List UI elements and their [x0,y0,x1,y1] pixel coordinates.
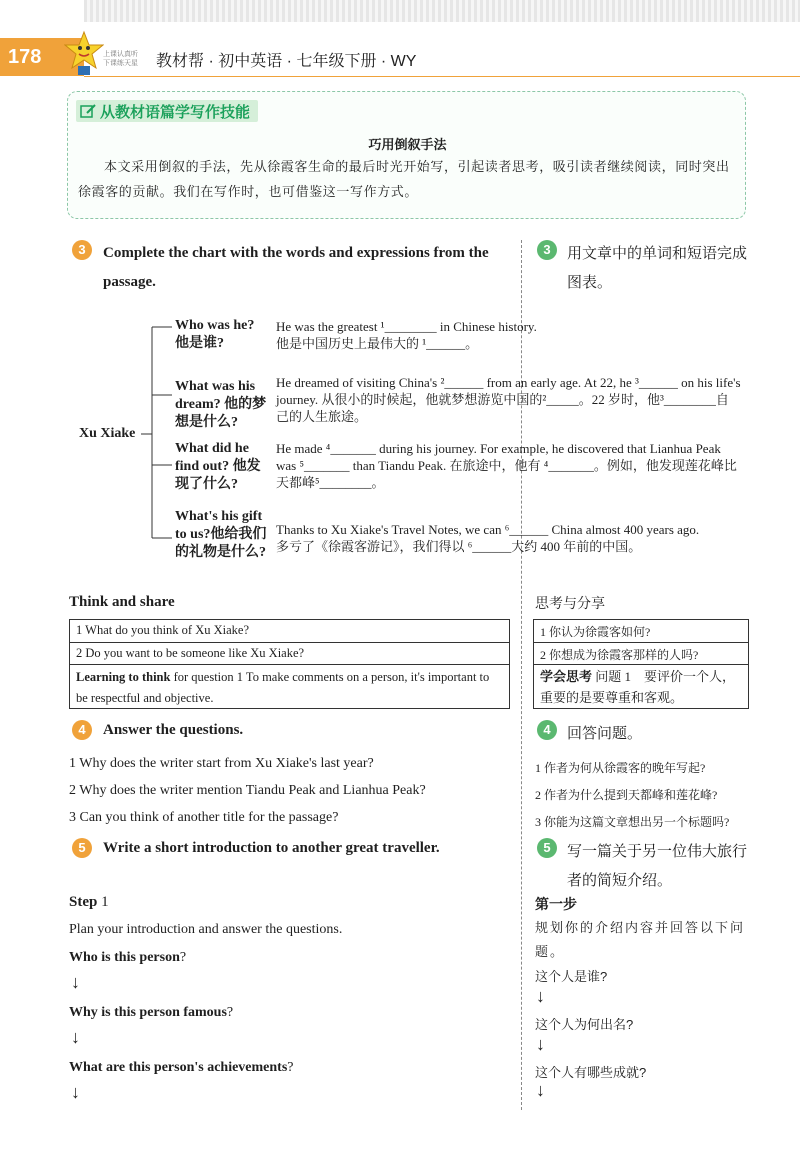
prompt-who-cn: 这个人是谁? [535,969,608,984]
exercise-3-instruction-cn: 用文章中的单词和短语完成图表。 [567,245,748,291]
book-title: 教材帮 · 初中英语 · 七年级下册 · WY [156,53,417,70]
arrow-down-icon: ↓ [71,972,80,992]
chart-question-4: What's his gift to us?他给我们的礼物是什么? [175,509,267,560]
chart-answer-1: He was the greatest ¹________ in Chinese history. 他是中国历史上最伟大的 ¹______。 [276,319,537,351]
exercise-5-instruction: Write a short introduction to another great traveller. [103,840,440,856]
prompt-why: Why is this person famous? [69,1005,234,1020]
arrow-down-icon: ↓ [71,1027,80,1047]
header-slogan: 上课认真听 下课练天星 [103,51,138,67]
exercise-5-number: 5 [72,838,92,858]
chart-answer-3: He made ⁴_______ during his journey. For example, he discovered that Lianhua Peak was ⁵_______ than Tiandu Peak. 在旅途中，他有 ⁴_______。例如，他发现莲花峰比天都峰⁵________。 [276,441,737,490]
step-text: Plan your introduction and answer the questions. [69,922,343,937]
exercise-4-instruction: Answer the questions. [103,722,244,738]
arrow-down-icon: ↓ [71,1082,80,1102]
exercise-4-questions-cn: 1 作者为何从徐霞客的晚年写起? 2 作者为什么提到天都峰和莲花峰? 3 你能为这篇文章想出另一个标题吗? [535,761,730,829]
exercise-3-number-cn: 3 [537,240,557,260]
arrow-down-icon: ↓ [536,986,545,1006]
prompt-why-cn: 这个人为何出名? [535,1017,634,1032]
chart-root: Xu Xiake [79,426,136,441]
skill-body: 本文采用倒叙的手法，先从徐霞客生命的最后时光开始写，引起读者思考，吸引读者继续阅读，同时突出徐霞客的贡献。我们在写作时，也可借鉴这一写作方式。 [78,159,730,199]
skill-tag-label: 从教材语篇学写作技能 [100,103,251,121]
chart-question-1: Who was he? 他是谁? [175,318,255,351]
step-heading-cn: 第一步 [535,896,577,912]
think-share-title: Think and share [69,594,175,610]
exercise-5-instruction-cn: 写一篇关于另一位伟大旅行者的简短介绍。 [567,843,748,889]
exercise-4-number: 4 [72,720,92,740]
page-number: 178 [8,46,42,68]
think-share-q2-cn: 2 你想成为徐霞客那样的人吗? [540,648,699,662]
exercise-4-questions: 1 Why does the writer start from Xu Xiake's last year? 2 Why does the writer mention Tiandu Peak and Lianhua Peak? 3 Can you think of another title for the passage? [69,756,426,825]
arrow-down-icon: ↓ [536,1080,545,1100]
chart-question-2: What was his dream? 他的梦想是什么? [175,379,267,430]
exercise-5-number-cn: 5 [537,838,557,858]
exercise-4-number-cn: 4 [537,720,557,740]
prompt-achievements: What are this person's achievements? [69,1060,294,1075]
learning-to-think-cn: 学会思考 问题 1 要评价一个人，重要的是要尊重和客观。 [540,669,736,705]
exercise-4-instruction-cn: 回答问题。 [567,725,643,742]
prompt-achievements-cn: 这个人有哪些成就? [535,1065,647,1080]
think-share-box-cn [533,619,749,709]
skill-subtitle: 巧用倒叙手法 [368,137,447,152]
step-heading: Step 1 [69,894,109,910]
think-share-box [69,619,510,709]
think-share-q1: 1 What do you think of Xu Xiake? [76,623,249,637]
step-text-cn: 规划你的介绍内容并回答以下问题。 [535,920,746,959]
learning-to-think: Learning to think for question 1 To make comments on a person, it's important to be respectful and objective. [76,670,490,705]
think-share-title-cn: 思考与分享 [535,595,605,611]
chart-answer-2: He dreamed of visiting China's ²______ from an early age. At 22, he ³______ on his life's journey. 从很小的时候起，他就梦想游览中国的²_____。22 岁时，他³________自己的人生旅途。 [276,375,741,424]
think-share-q2: 2 Do you want to be someone like Xu Xiake? [76,646,305,660]
prompt-who: Who is this person? [69,950,187,965]
chart-answer-4: Thanks to Xu Xiake's Travel Notes, we can ⁶______ China almost 400 years ago. 多亏了《徐霞客游记》，我们得以 ⁶______大约 400 年前的中国。 [276,522,700,554]
chart-question-3: What did he find out? 他发现了什么? [175,441,261,492]
exercise-3-instruction: Complete the chart with the words and expressions from the passage. [103,245,489,290]
exercise-3-number: 3 [72,240,92,260]
think-share-q1-cn: 1 你认为徐霞客如何? [540,625,651,639]
arrow-down-icon: ↓ [536,1034,545,1054]
